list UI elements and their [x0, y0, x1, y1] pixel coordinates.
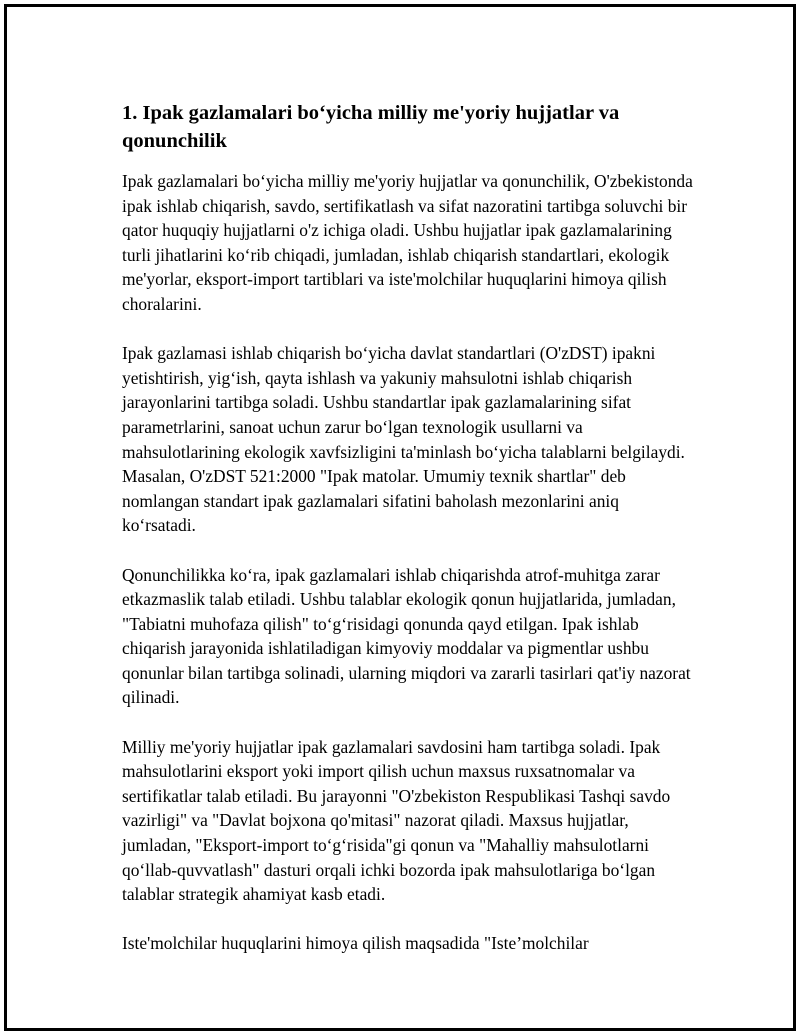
- paragraph-5: Iste'molchilar huquqlarini himoya qilish maqsadida "Iste’molchilar: [122, 933, 589, 954]
- section-heading: 1. Ipak gazlamalari bo‘yicha milliy me'yoriy hujjatlar va qonunchilik: [122, 102, 620, 152]
- paragraph-3: Qonunchilikka ko‘ra, ipak gazlamalari ishlab chiqarishda atrof-muhitga zarar etkazmaslik talab etiladi. Ushbu talablar ekologik qonun hujjatlarida, jumladan, "Tabiatni muhofaza qilish" to‘g‘risidagi qonunda qayd etilgan. Ipak ishlab chiqarish jarayonida ishlatiladigan kimyoviy moddalar va pigmentlar ushbu qonunlar bilan tartibga solinadi, ularning miqdori va zararli tasirlari qat'iy nazorat qilinadi.: [122, 564, 691, 708]
- document-body: [122, 99, 697, 981]
- paragraph-4: Milliy me'yoriy hujjatlar ipak gazlamalari savdosini ham tartibga soladi. Ipak mahsulotlarini eksport yoki import qilish uchun maxsus ruxsatnomalar va sertifikatlar talab etiladi. Bu jarayonni "O'zbekiston Respublikasi Tashqi savdo vazirligi" va "Davlat bojxona qo'mitasi" nazorat qiladi. Maxsus hujjatlar, jumladan, "Eksport-import to‘g‘risida"gi qonun va "Mahalliy mahsulotlarni qo‘llab-quvvatlash" dasturi orqali ichki bozorda ipak mahsulotlariga bo‘lgan talablar strategik ahamiyat kasb etadi.: [122, 736, 671, 905]
- paragraph-1: Ipak gazlamalari bo‘yicha milliy me'yoriy hujjatlar va qonunchilik, O'zbekistonda ipak ishlab chiqarish, savdo, sertifikatlash va sifat nazoratini tartibga soluvchi bir qator huquqiy hujjatlarni o'z ichiga oladi. Ushbu hujjatlar ipak gazlamalarining turli jihatlarini ko‘rib chiqadi, jumladan, ishlab chiqarish standartlari, ekologik me'yorlar, eksport-import tartiblari va iste'molchilar huquqlarini himoya qilish choralarini.: [122, 171, 693, 314]
- paragraph-2: Ipak gazlamasi ishlab chiqarish bo‘yicha davlat standartlari (O'zDST) ipakni yetishtirish, yig‘ish, qayta ishlash va yakuniy mahsulotni ishlab chiqarish jarayonlarini tartibga soladi. Ushbu standartlar ipak gazlamalarining sifat parametrlarini, sanoat uchun zarur bo‘lgan texnologik usullarni va mahsulotlarining ekologik xavfsizligini ta'minlash bo‘yicha talablarni belgilaydi. Masalan, O'zDST 521:2000 "Ipak matolar. Umumiy texnik shartlar" deb nomlangan standart ipak gazlamalari sifatini baholash mezonlarini aniq ko‘rsatadi.: [122, 343, 685, 536]
- page-frame: [4, 4, 796, 1031]
